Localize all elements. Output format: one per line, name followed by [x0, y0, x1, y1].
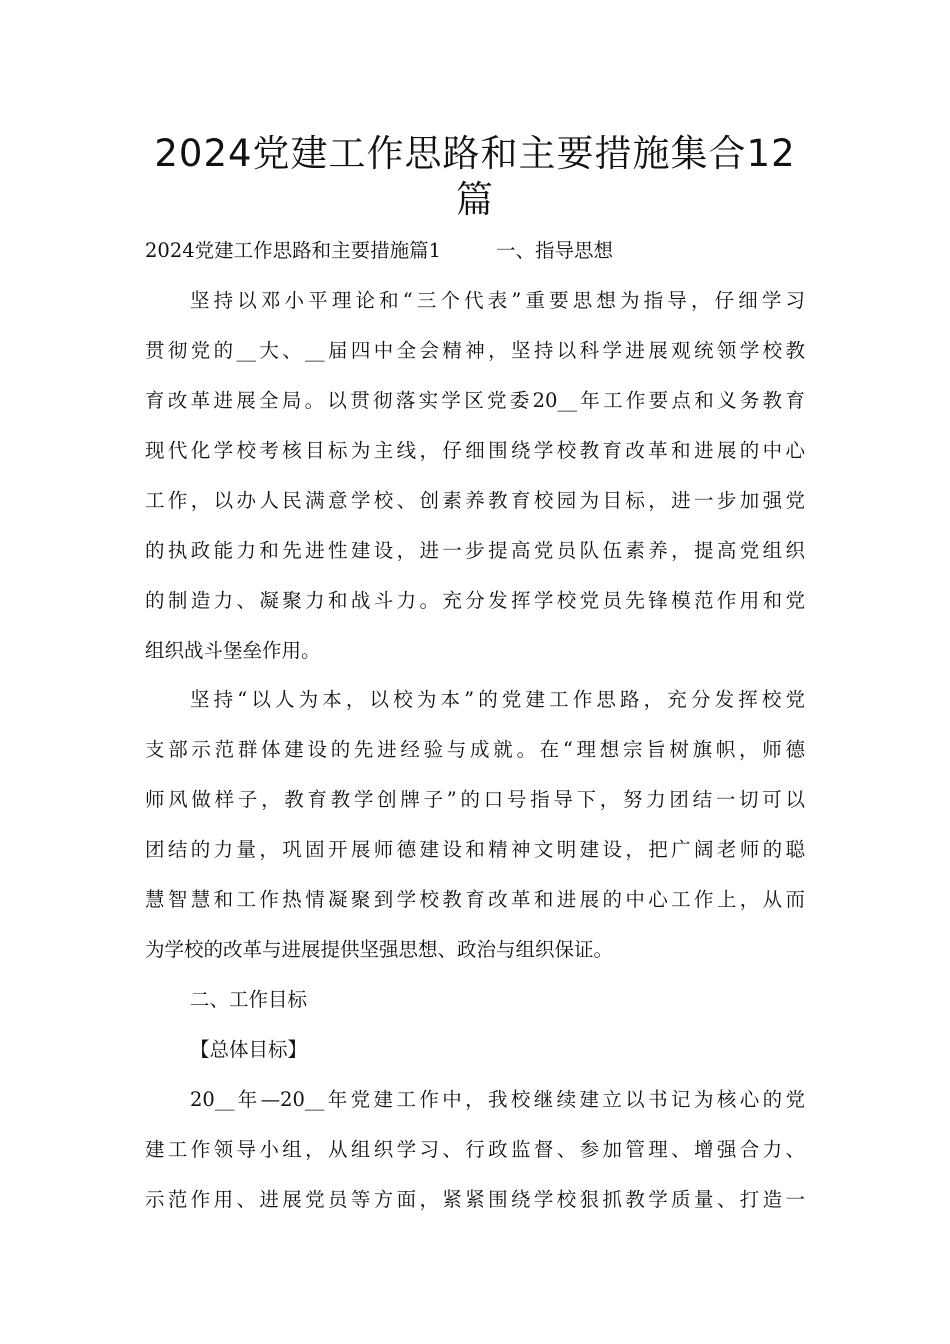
paragraph-1-line: 的执政能力和先进性建设，进一步提高党员队伍素养，提高党组织	[145, 539, 805, 562]
paragraph-1-line: 的制造力、凝聚力和战斗力。充分发挥学校党员先锋模范作用和党	[145, 589, 805, 612]
paragraph-1-line: 育改革进展全局。以贯彻落实学区党委20__年工作要点和义务教育	[145, 389, 805, 412]
paragraph-1-line: 现代化学校考核目标为主线，仔细围绕学校教育改革和进展的中心	[145, 439, 805, 462]
paragraph-2-line: 团结的力量，巩固开展师德建设和精神文明建设，把广阔老师的聪	[145, 838, 805, 861]
paragraph-1-line: 坚持以邓小平理论和“三个代表”重要思想为指导，仔细学习	[190, 289, 805, 312]
section-heading-work-goals: 二、工作目标	[190, 988, 308, 1011]
paragraph-2-line: 师风做样子，教育教学创牌子”的口号指导下，努力团结一切可以	[145, 788, 805, 811]
paragraph-2-line: 为学校的改革与进展提供坚强思想、政治与组织保证。	[145, 938, 614, 961]
paragraph-3-line: 示范作用、进展党员等方面，紧紧围绕学校狠抓教学质量、打造一	[145, 1188, 805, 1211]
document-title-line-1: 2024党建工作思路和主要措施集合12	[154, 132, 796, 175]
paragraph-1-line: 组织战斗堡垒作用。	[145, 639, 321, 662]
paragraph-2-line: 支部示范群体建设的先进经验与成就。在“理想宗旨树旗帜，师德	[145, 738, 805, 761]
section-heading-guiding-ideology: 一、指导思想	[496, 239, 614, 262]
subheading-overall-goals: 【总体目标】	[190, 1038, 308, 1061]
paragraph-3-line: 20__年—20__年党建工作中，我校继续建立以书记为核心的党	[190, 1088, 805, 1111]
subtitle-left: 2024党建工作思路和主要措施篇1	[145, 239, 442, 262]
paragraph-2-line: 坚持“以人为本，以校为本”的党建工作思路，充分发挥校党	[190, 688, 805, 711]
paragraph-2-line: 慧智慧和工作热情凝聚到学校教育改革和进展的中心工作上，从而	[145, 888, 805, 911]
paragraph-3-line: 建工作领导小组，从组织学习、行政监督、参加管理、增强合力、	[145, 1138, 805, 1161]
paragraph-1-line: 贯彻党的__大、__届四中全会精神，坚持以科学进展观统领学校教	[145, 339, 805, 362]
document-title-line-2: 篇	[456, 178, 494, 221]
paragraph-1-line: 工作，以办人民满意学校、创素养教育校园为目标，进一步加强党	[145, 489, 805, 512]
